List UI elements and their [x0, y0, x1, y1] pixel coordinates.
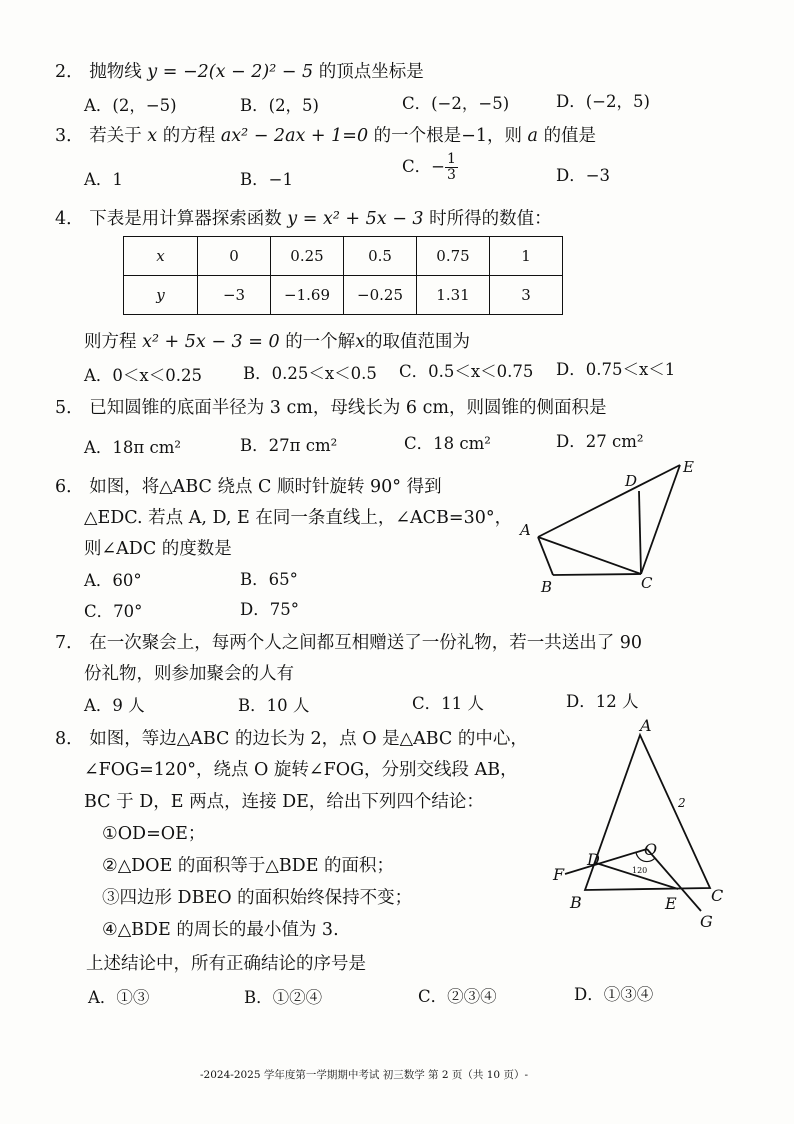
q7-option-c: C．11 人 [412, 694, 484, 713]
q8-label-d: D [587, 850, 600, 869]
table-cell: −3 [198, 276, 271, 315]
q4-option-d: D．0.75＜x＜1 [556, 360, 676, 379]
table-row-y [124, 276, 563, 315]
page-footer: -2024-2025 学年度第一学期期中考试 初三数学 第 2 页（共 10 页）- [200, 1069, 528, 1081]
q2-option-a: A．(2，−5) [84, 96, 177, 115]
q8-label-g: G [700, 912, 713, 931]
table-cell: 1 [490, 237, 563, 276]
q3-number: 3． [55, 126, 84, 146]
q6-label-c: C [641, 574, 653, 592]
q6-number: 6． [55, 477, 84, 497]
q6-option-c: C．70° [84, 602, 143, 621]
q6-line-ab [538, 537, 553, 575]
q2-option-b: B．(2，5) [240, 96, 319, 115]
table-cell: x [124, 237, 198, 276]
q8-option-a: A．①③ [88, 988, 150, 1007]
q3-var-a: a [527, 126, 538, 146]
q8-option-b: B．①②④ [244, 988, 323, 1007]
q8-option-c: C．②③④ [418, 987, 497, 1006]
q5-option-a: A．18π cm² [84, 438, 182, 457]
q7-option-d: D．12 人 [566, 692, 639, 711]
table-cell: y [124, 276, 198, 315]
q6-line3: 则∠ADC 的度数是 [84, 539, 232, 559]
q5-stem [55, 394, 607, 419]
q7-line2: 份礼物，则参加聚会的人有 [84, 664, 294, 684]
q8-label-b: B [570, 893, 582, 912]
q3-stem [55, 122, 596, 147]
q3-text-pre: 若关于 [89, 126, 142, 146]
q8-label-o: O [644, 840, 658, 859]
q4-number: 4． [55, 209, 84, 229]
q8-label-a: A [640, 716, 652, 735]
q8-number: 8． [55, 729, 84, 749]
q6-line-dc [639, 491, 641, 574]
q8-line2: ∠FOG=120°，绕点 O 旋转∠FOG，分别交线段 AB， [84, 760, 518, 780]
q5-option-d: D．27 cm² [556, 432, 644, 451]
q8-label-c: C [711, 886, 724, 905]
q6-label-e: E [683, 458, 694, 476]
q8-label-e: E [665, 894, 677, 913]
q4-follow-pre: 则方程 [84, 332, 137, 352]
q4-value-table [123, 236, 563, 315]
q3-text-post2: 的值是 [543, 126, 597, 146]
q2-number: 2． [55, 62, 84, 82]
q3-var-x: x [147, 126, 158, 146]
q8-label-f: F [553, 865, 565, 884]
q8-conclusion-4: ④△BDE 的周长的最小值为 3. [102, 920, 339, 940]
q6-label-b: B [541, 578, 553, 596]
q8-stem-line1 [55, 725, 528, 750]
table-cell: −1.69 [271, 276, 344, 315]
q8-conclusion-2: ②△DOE 的面积等于△BDE 的面积； [102, 856, 395, 876]
q4-formula: y = x² + 5x − 3 [287, 209, 424, 229]
q6-label-d: D [625, 472, 638, 490]
q4-text-pre: 下表是用计算器探索函数 [89, 209, 282, 229]
table-cell: 0 [198, 237, 271, 276]
table-cell: −0.25 [344, 276, 417, 315]
q4-option-b: B．0.25＜x＜0.5 [243, 364, 377, 383]
q3-option-c [402, 152, 458, 183]
q8-conclusion-1: ①OD=OE； [102, 824, 206, 844]
q2-option-d: D．(−2，5) [556, 92, 650, 111]
q2-option-c: C．(−2，−5) [402, 94, 510, 113]
q4-stem [55, 205, 552, 230]
table-cell: 0.5 [344, 237, 417, 276]
table-cell: 3 [490, 276, 563, 315]
q4-follow-post2: 的取值范围为 [365, 332, 471, 352]
q7-option-b: B．10 人 [238, 696, 310, 715]
q3-text-post: 的一个根是−1，则 [373, 126, 522, 146]
q4-option-c: C．0.5＜x＜0.75 [399, 362, 534, 381]
q6-option-b: B．65° [240, 570, 298, 589]
q5-text: 已知圆锥的底面半径为 3 cm，母线长为 6 cm，则圆锥的侧面积是 [89, 398, 607, 418]
q6-line-ac [538, 537, 641, 574]
q5-option-b: B．27π cm² [240, 436, 338, 455]
q7-stem-line1 [55, 629, 642, 654]
q5-option-c: C．18 cm² [404, 434, 491, 453]
q8-line-last: 上述结论中，所有正确结论的序号是 [86, 954, 366, 974]
table-cell: 0.25 [271, 237, 344, 276]
q8-angle-label: 120 [632, 866, 648, 875]
q8-figure [548, 705, 748, 945]
q3-option-c-label: C．− [402, 157, 445, 176]
q6-option-a: A．60° [84, 571, 142, 590]
q7-line1: 在一次聚会上，每两个人之间都互相赠送了一份礼物，若一共送出了 90 [89, 633, 643, 653]
table-cell: 0.75 [417, 237, 490, 276]
q8-side-length-label: 2 [678, 796, 686, 810]
q6-stem-line1 [55, 473, 442, 498]
q3-option-d: D．−3 [556, 166, 611, 185]
q2-text-pre: 抛物线 [89, 62, 142, 82]
q2-stem [55, 58, 424, 83]
q6-option-d: D．75° [240, 600, 299, 619]
q6-label-a: A [520, 521, 531, 539]
q4-follow-var: x [355, 332, 366, 352]
q3-option-c-fraction [445, 152, 458, 183]
q6-line-bc [553, 574, 641, 575]
q5-number: 5． [55, 398, 84, 418]
q3-option-c-numerator: 1 [446, 151, 456, 167]
q3-text-mid: 的方程 [162, 126, 216, 146]
q4-option-a: A．0＜x＜0.25 [84, 366, 202, 385]
q2-text-post: 的顶点坐标是 [318, 62, 424, 82]
q8-option-d: D．①③④ [574, 985, 654, 1004]
q4-text-post: 时所得的数值： [429, 209, 552, 229]
q4-follow-post: 的一个解 [285, 332, 356, 352]
q8-triangle-abc [585, 735, 710, 890]
table-cell: 1.31 [417, 276, 490, 315]
q8-conclusion-3: ③四边形 DBEO 的面积始终保持不变； [102, 888, 413, 908]
q3-formula: ax² − 2ax + 1=0 [220, 126, 369, 146]
q2-formula: y = −2(x − 2)² − 5 [147, 62, 314, 82]
q4-follow-formula: x² + 5x − 3 = 0 [142, 332, 280, 352]
table-row-x [124, 237, 563, 276]
q7-option-a: A．9 人 [84, 696, 145, 715]
q3-option-c-denominator: 3 [446, 167, 456, 183]
q6-figure [510, 455, 710, 605]
q4-follow-up [84, 328, 470, 353]
q6-line1: 如图，将△ABC 绕点 C 顺时针旋转 90° 得到 [89, 477, 442, 497]
q3-option-a: A．1 [84, 170, 123, 189]
q6-line2: △EDC. 若点 A, D, E 在同一条直线上，∠ACB=30°， [84, 508, 513, 528]
q8-line3: BC 于 D，E 两点，连接 DE，给出下列四个结论： [84, 792, 484, 812]
q7-number: 7． [55, 633, 84, 653]
q3-option-b: B．−1 [240, 170, 293, 189]
q8-line1: 如图，等边△ABC 的边长为 2，点 O 是△ABC 的中心， [89, 729, 528, 749]
